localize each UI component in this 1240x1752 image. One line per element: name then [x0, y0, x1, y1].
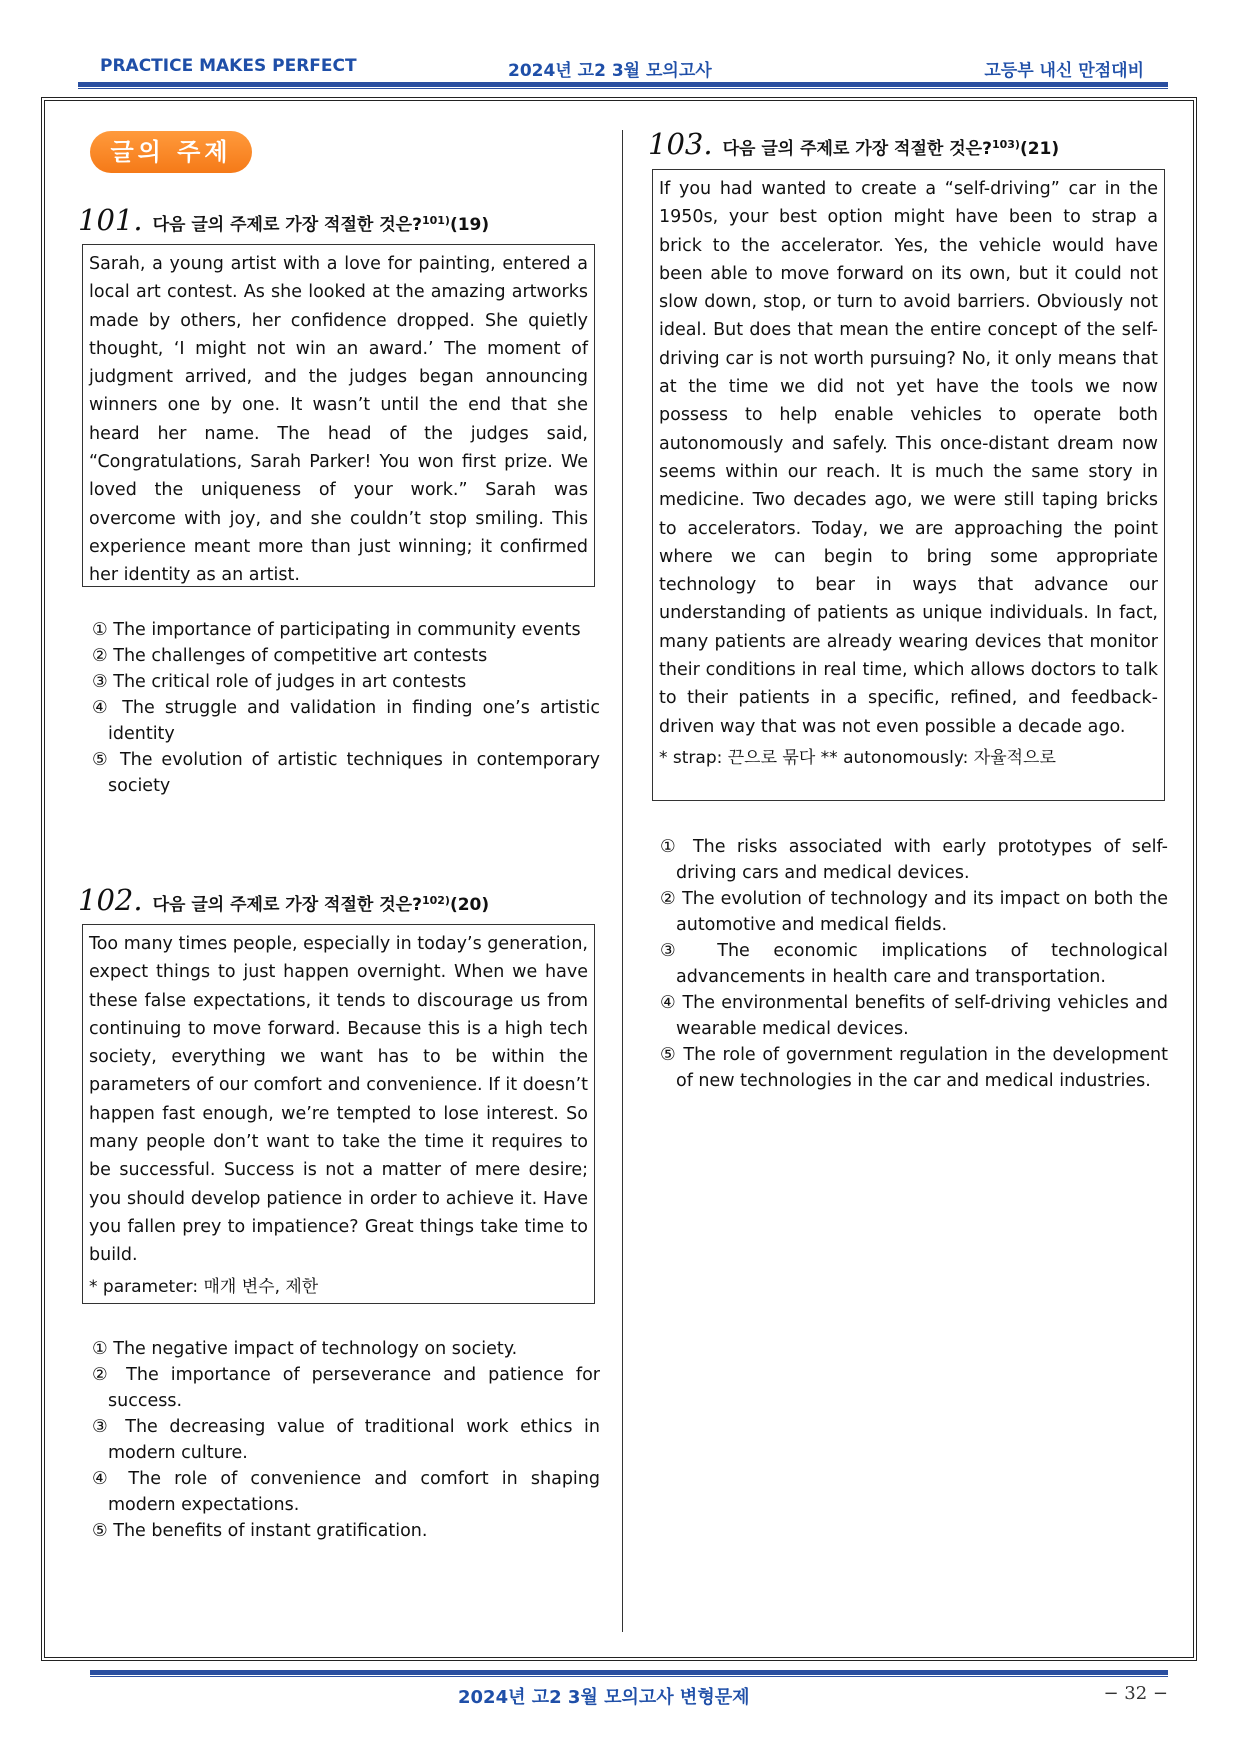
footnote-ref: 102) [421, 894, 450, 907]
choice-2[interactable]: ② The evolution of technology and its impact on both the automotive and medical fields. [660, 889, 1168, 935]
choices-101 [92, 617, 600, 799]
passage-text: If you had wanted to create a “self-driving” car in the 1950s, your best option might have been to strap a brick to the accelerator. Yes, the vehicle would have been able to move forward on its own, but it could not slow down, stop, or turn to avoid barriers. Obviously not ideal. But does that mean the entire concept of the self-driving car is not worth pursuing? No, it only means that at the time we did not yet have the tools we now possess to help enable vehicles to operate both autonomously and safely. This once-distant dream now seems within our reach. It is much the same story in medicine. Two decades ago, we were still taping bricks to accelerators. Today, we are approaching the point where we can begin to bring some appropriate technology to bear in ways that advance our understanding of patients as unique individuals. In fact, many patients are already wearing devices that monitor their conditions in real time, which allows doctors to talk to their patients in a specific, refined, and feedback-driven way that was not even possible a decade ago. [659, 179, 1158, 737]
choice-4[interactable]: ④ The struggle and validation in finding one’s artistic identity [92, 698, 600, 744]
vocab-note: * strap: 끈으로 묶다 ** autonomously: 자율적으로 [659, 747, 1056, 768]
header-rule-thin [78, 88, 1168, 89]
choice-2[interactable]: ② The challenges of competitive art contests [92, 646, 488, 666]
question-prompt: 다음 글의 주제로 가장 적절한 것은? [722, 139, 992, 159]
question-points: (21) [1019, 139, 1060, 159]
choice-5[interactable]: ⑤ The evolution of artistic techniques in contemporary society [92, 750, 600, 796]
question-103-title [648, 127, 1059, 161]
footer-rule [90, 1670, 1168, 1675]
choice-3[interactable]: ③ The decreasing value of traditional work ethics in modern culture. [92, 1417, 600, 1463]
choice-2[interactable]: ② The importance of perseverance and patience for success. [92, 1365, 600, 1411]
footnote-ref: 103) [991, 138, 1020, 151]
question-prompt: 다음 글의 주제로 가장 적절한 것은? [152, 215, 422, 235]
passage-box-102 [82, 924, 595, 1304]
header-right: 고등부 내신 만점대비 [984, 61, 1144, 81]
question-prompt: 다음 글의 주제로 가장 적절한 것은? [152, 895, 422, 915]
question-101-title [78, 203, 489, 237]
passage-text: Sarah, a young artist with a love for painting, entered a local art contest. As she looked at the amazing artworks made by others, her confidence dropped. She quietly thought, ‘I might not win an award.’ The moment of judgment arrived, and the judges began announcing winners one by one. It wasn’t until the end that she heard her name. The head of the judges said, “Congratulations, Sarah Parker! You won first prize. We loved the uniqueness of your work.” Sarah was overcome with joy, and she couldn’t stop smiling. This experience meant more than just winning; it confirmed her identity as an artist. [89, 254, 588, 586]
choices-103 [660, 834, 1168, 1094]
footer-title: 2024년 고2 3월 모의고사 변형문제 [458, 1687, 750, 1708]
choice-5[interactable]: ⑤ The benefits of instant gratification. [92, 1521, 428, 1541]
footnote-ref: 101) [421, 214, 450, 227]
choice-3[interactable]: ③ The critical role of judges in art contests [92, 672, 467, 692]
question-102-title [78, 883, 489, 917]
choices-102 [92, 1336, 600, 1544]
question-number: 103. [648, 127, 713, 161]
header-center: 2024년 고2 3월 모의고사 [508, 61, 712, 81]
question-number: 101. [78, 203, 143, 237]
choice-4[interactable]: ④ The role of convenience and comfort in shaping modern expectations. [92, 1469, 600, 1515]
question-number: 102. [78, 883, 143, 917]
vocab-note: * parameter: 매개 변수, 제한 [89, 1276, 319, 1297]
header-rule [78, 82, 1168, 87]
choice-1[interactable]: ① The risks associated with early prototypes of self-driving cars and medical devices. [660, 837, 1168, 883]
column-divider [622, 130, 623, 1632]
question-points: (19) [449, 215, 490, 235]
passage-text: Too many times people, especially in today’s generation, expect things to just happen overnight. When we have these false expectations, it tends to discourage us from continuing to move forward. Because this is a high tech society, everything we want has to be within the parameters of our comfort and convenience. If it doesn’t happen fast enough, we’re tempted to lose interest. So many people don’t want to take the time it requires to be successful. Success is not a matter of mere desire; you should develop patience in order to achieve it. Have you fallen prey to impatience? Great things take time to build. [89, 934, 588, 1266]
choice-3[interactable]: ③ The economic implications of technological advancements in health care and transportation. [660, 941, 1168, 987]
choice-4[interactable]: ④ The environmental benefits of self-driving vehicles and wearable medical devices. [660, 993, 1168, 1039]
choice-1[interactable]: ① The importance of participating in community events [92, 620, 581, 640]
choice-5[interactable]: ⑤ The role of government regulation in the development of new technologies in the car and medical industries. [660, 1045, 1168, 1091]
page-number: − 32 − [1103, 1683, 1168, 1704]
section-badge: 글의 주제 [90, 131, 252, 173]
passage-box-103 [652, 169, 1165, 801]
footer-rule-thin [90, 1676, 1168, 1677]
choice-1[interactable]: ① The negative impact of technology on society. [92, 1339, 518, 1359]
header-left: PRACTICE MAKES PERFECT [100, 56, 357, 76]
question-points: (20) [449, 895, 490, 915]
passage-box-101 [82, 244, 595, 587]
